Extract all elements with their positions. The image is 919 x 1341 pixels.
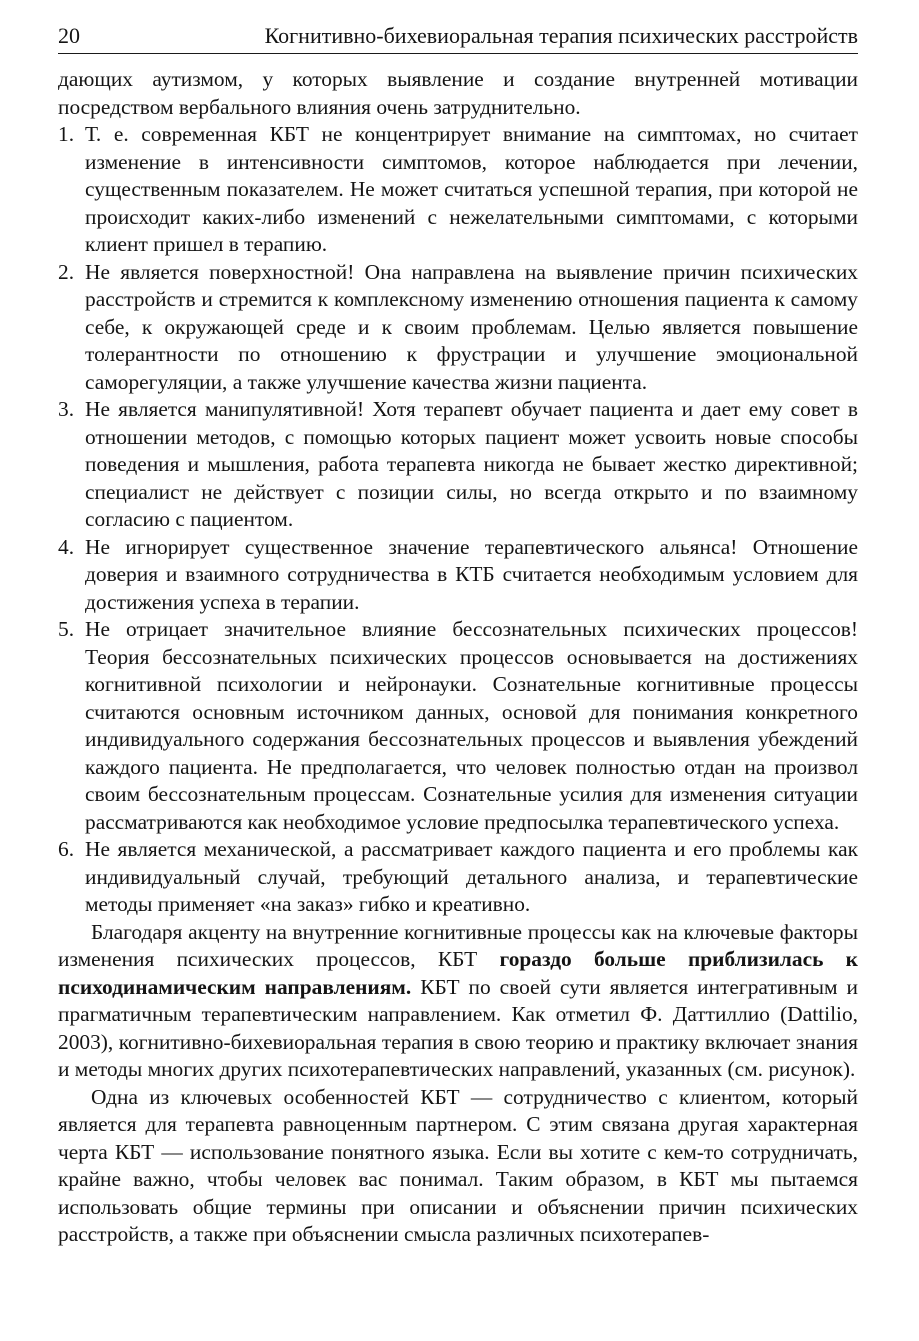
list-item-text: Не отрицает значительное влияние бессознательных психических процессов! Теория бессознательных психических процессов основывается на достижениях когнитивной психологии и нейронауки. Сознательные когнитивные процессы считаются основным источником данных, основой для понимания конкретного индивидуального содержания бессознательных процессов и выявления убеждений каждого пациента. Не предполагается, что человек полностью отдан на произвол своим бессознательным процессам. Сознательные усилия для изменения ситуации рассматриваются как необходимое условие предпосылка терапевтического успеха. [85,617,858,834]
list-item-number: 6. [58,837,75,861]
list-item [58,121,858,259]
bold-emphasis: гораздо больше приблизилась к психодинамическим направлениям. [58,947,858,999]
list-item-text: Не является механической, а рассматривает каждого пациента и его проблемы как индивидуальный случай, требующий детального анализа, и терапевтические методы применяет «на заказ» гибко и креативно. [85,837,858,916]
list-item [58,836,858,919]
running-title: Когнитивно-бихевиоральная терапия психических расстройств [264,23,858,48]
list-item-text: Не является поверхностной! Она направлена на выявление причин психических расстройств и стремится к комплексному изменению отношения пациента к самому себе, к окружающей среде и к своим проблемам. Целью является повышение толерантности по отношению к фрустрации и улучшение эмоциональной саморегуляции, а также улучшение качества жизни пациента. [85,259,858,394]
list-item [58,534,858,617]
paragraph-focus [58,919,858,1084]
page-number: 20 [58,23,80,48]
running-header [58,20,858,54]
list-item [58,396,858,534]
list-item [58,616,858,836]
list-item-number: 1. [58,122,75,146]
list-item [58,259,858,397]
list-item-number: 4. [58,534,75,559]
list-item-number: 2. [58,259,75,284]
list-item-text: Не игнорирует существенное значение терапевтического альянса! Отношение доверия и взаимного сотрудничества в КТБ считается необходимым условием для достижения успеха в терапии. [85,534,858,614]
paragraph-focus-start: Благодаря акценту на внутренние когнитивные процессы как на ключевые факторы изменения психических процессов, КБТ [58,919,858,971]
numbered-list [58,121,858,919]
list-item-number: 5. [58,617,75,641]
lead-paragraph: дающих аутизмом, у которых выявление и создание внутренней мотивации посредством вербального влияния очень затруднительно. [58,67,858,119]
paragraph-collaboration: Одна из ключевых особенностей КБТ — сотрудничество с клиентом, который является для терапевта равноценным партнером. С этим связана другая характерная черта КБТ — использование понятного языка. Если вы хотите с кем-то сотрудничать, крайне важно, чтобы человек вас понимал. Таким образом, в КБТ мы пытаемся использовать общие термины при описании и объяснении причин психических расстройств, а также при объяснении смысла различных психотерапев- [58,1084,858,1246]
paragraph-focus-end: КБТ по своей сути является интегративным и прагматичным терапевтическим направлением. Как отметил Ф. Даттиллио (Dattilio, 2003), когнитивно-бихевиоральная терапия в свою теорию и практику включает знания и методы многих других психотерапевтических направлений, указанных (см. рисунок). [58,974,858,1081]
list-item-number: 3. [58,397,75,421]
list-item-text: Т. е. современная КБТ не концентрирует внимание на симптомах, но считает изменение в интенсивности симптомов, которое наблюдается при лечении, существенным показателем. Не может считаться успешной терапия, при которой не происходит каких-либо изменений с нежелательными симптомами, с которыми клиент пришел в терапию. [85,122,858,256]
page-body [58,66,858,1249]
list-item-text: Не является манипулятивной! Хотя терапевт обучает пациента и дает ему совет в отношении методов, с помощью которых пациент может усвоить новые способы поведения и мышления, работа терапевта никогда не бывает жестко директивной; специалист не действует с позиции силы, но всегда открыто и по взаимному согласию с пациентом. [85,397,858,531]
